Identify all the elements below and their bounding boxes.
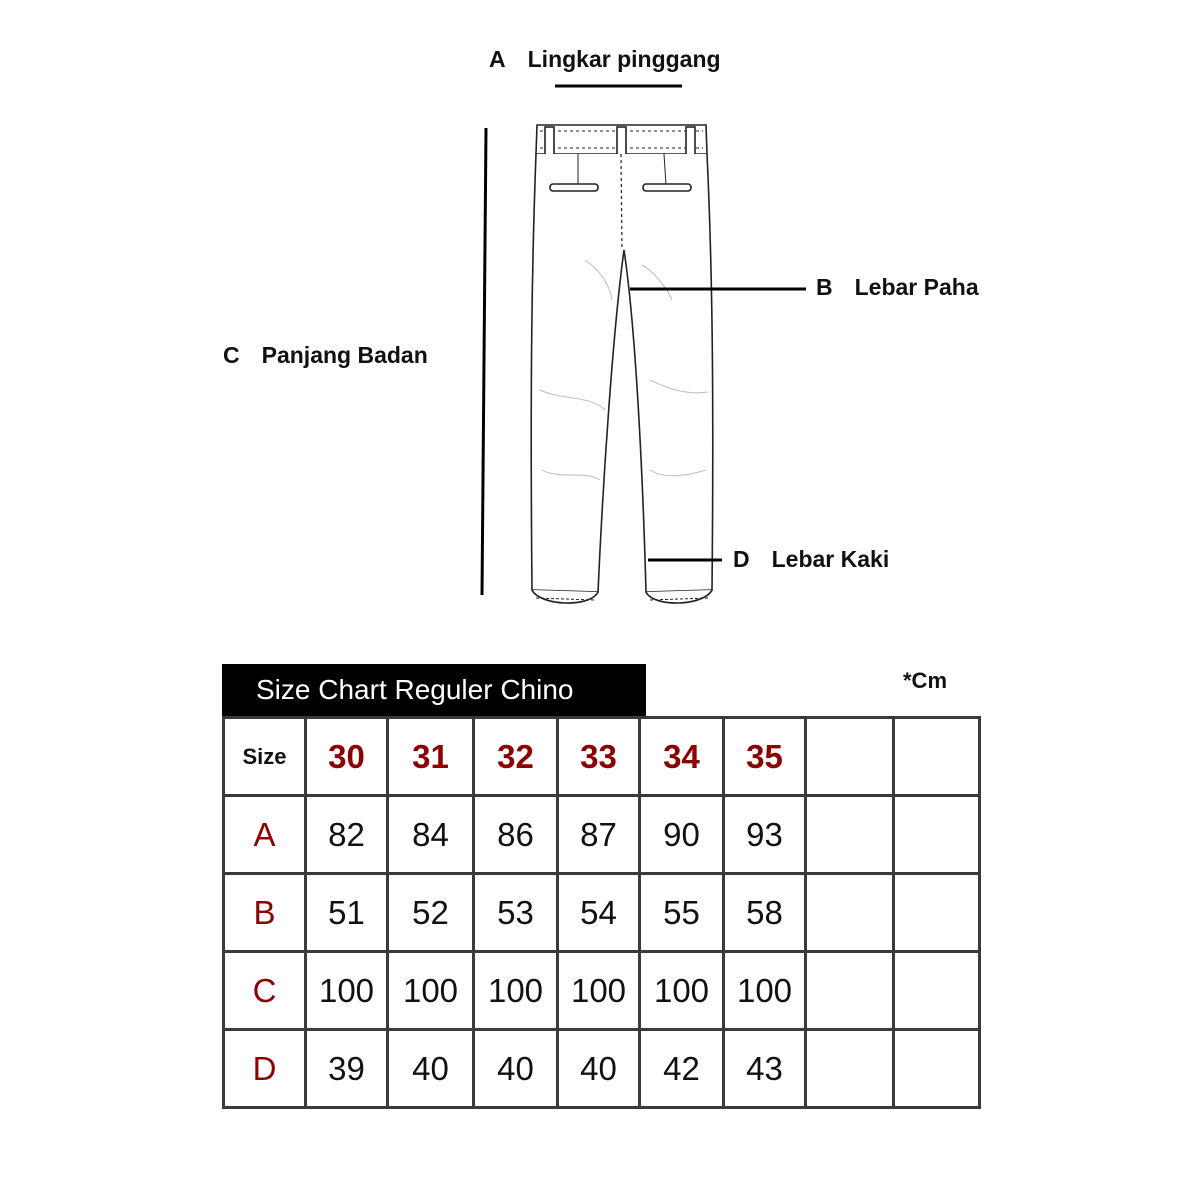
size-row <box>224 718 980 796</box>
table-row-a <box>224 796 980 874</box>
value-cell: 39 <box>306 1030 388 1108</box>
value-cell: 100 <box>306 952 388 1030</box>
size-cell: 33 <box>558 718 640 796</box>
value-cell: 54 <box>558 874 640 952</box>
label-a-key: A <box>489 46 506 72</box>
value-cell-empty <box>806 1030 894 1108</box>
row-key-a: A <box>224 796 306 874</box>
value-cell: 100 <box>724 952 806 1030</box>
label-d-text: Lebar Kaki <box>771 546 890 572</box>
value-cell: 100 <box>558 952 640 1030</box>
value-cell: 40 <box>388 1030 474 1108</box>
value-cell-empty <box>894 796 980 874</box>
label-b-key: B <box>816 274 833 300</box>
value-cell: 90 <box>640 796 724 874</box>
value-cell: 58 <box>724 874 806 952</box>
value-cell: 82 <box>306 796 388 874</box>
table-row-b <box>224 874 980 952</box>
value-cell-empty <box>806 874 894 952</box>
value-cell-empty <box>806 952 894 1030</box>
size-header-cell: Size <box>224 718 306 796</box>
value-cell: 100 <box>640 952 724 1030</box>
size-cell-empty <box>894 718 980 796</box>
size-chart-table <box>222 716 981 1109</box>
value-cell: 52 <box>388 874 474 952</box>
label-a <box>489 46 721 73</box>
size-cell: 30 <box>306 718 388 796</box>
label-a-text: Lingkar pinggang <box>527 46 721 72</box>
label-c-text: Panjang Badan <box>261 342 428 368</box>
value-cell-empty <box>806 796 894 874</box>
label-c-key: C <box>223 342 240 368</box>
value-cell: 53 <box>474 874 558 952</box>
size-cell: 31 <box>388 718 474 796</box>
value-cell: 51 <box>306 874 388 952</box>
row-key-d: D <box>224 1030 306 1108</box>
value-cell-empty <box>894 1030 980 1108</box>
label-b-text: Lebar Paha <box>854 274 979 300</box>
label-b <box>816 274 979 301</box>
value-cell: 40 <box>558 1030 640 1108</box>
unit-label: *Cm <box>903 668 948 693</box>
size-cell: 34 <box>640 718 724 796</box>
table-row-d <box>224 1030 980 1108</box>
value-cell: 40 <box>474 1030 558 1108</box>
value-cell-empty <box>894 952 980 1030</box>
value-cell: 86 <box>474 796 558 874</box>
size-cell: 32 <box>474 718 558 796</box>
value-cell: 93 <box>724 796 806 874</box>
value-cell: 43 <box>724 1030 806 1108</box>
value-cell: 87 <box>558 796 640 874</box>
value-cell: 100 <box>474 952 558 1030</box>
value-cell: 100 <box>388 952 474 1030</box>
label-d <box>733 546 889 573</box>
value-cell: 84 <box>388 796 474 874</box>
size-chart-title: Size Chart Reguler Chino <box>222 664 646 716</box>
table-row-c <box>224 952 980 1030</box>
label-d-key: D <box>733 546 750 572</box>
measure-line-c <box>482 128 486 595</box>
row-key-c: C <box>224 952 306 1030</box>
value-cell-empty <box>894 874 980 952</box>
size-cell: 35 <box>724 718 806 796</box>
value-cell: 42 <box>640 1030 724 1108</box>
size-cell-empty <box>806 718 894 796</box>
pants-illustration <box>531 125 713 603</box>
row-key-b: B <box>224 874 306 952</box>
value-cell: 55 <box>640 874 724 952</box>
label-c <box>223 342 428 369</box>
